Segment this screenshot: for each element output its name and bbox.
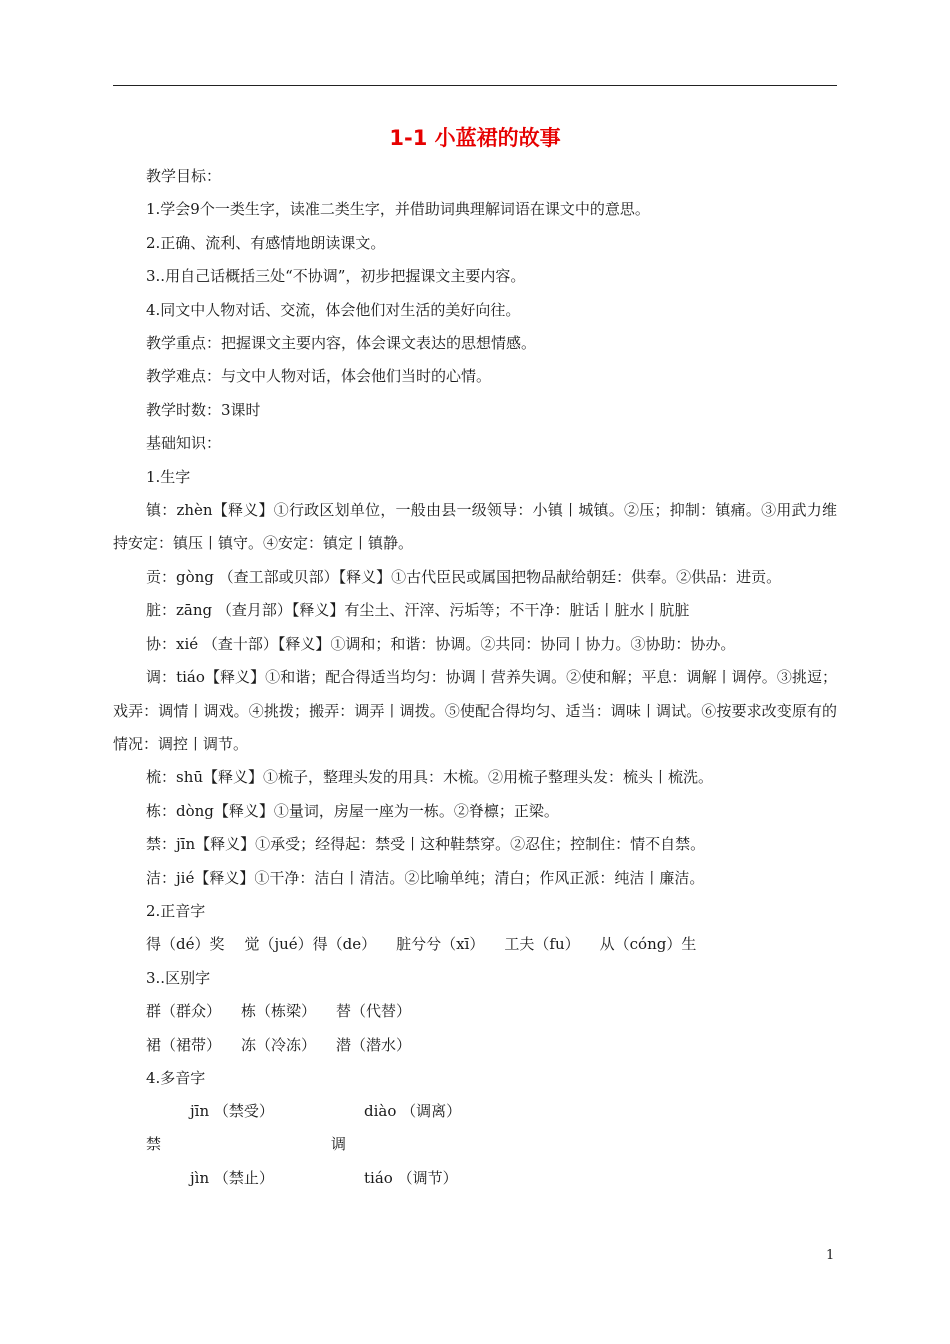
pron-item: 从（cóng）生	[599, 935, 697, 954]
polyphonic-heading: 4.多音字	[146, 1068, 206, 1087]
distinguish-item: 替（代替）	[336, 1002, 412, 1021]
correct-pron-row	[113, 928, 837, 961]
objective-3: 3..用自己话概括三处“不协调”，初步把握课文主要内容。	[146, 267, 526, 286]
difficulties: 教学难点：与文中人物对话，体会他们当时的心情。	[146, 367, 492, 386]
jin-char: 禁	[146, 1135, 162, 1154]
distinguish-item: 裙（裙带）	[146, 1035, 222, 1054]
char-entry-shu: 梳：shū【释义】①梳子，整理头发的用具：木梳。②用梳子整理头发：梳头丨梳洗。	[146, 768, 714, 787]
jin4-reading: jìn （禁止）	[190, 1169, 274, 1188]
document-body	[113, 160, 837, 1195]
tiao-reading: tiáo （调节）	[364, 1169, 458, 1188]
distinguish-item: 栋（栋梁）	[241, 1002, 317, 1021]
class-hours: 教学时数：3课时	[146, 400, 261, 419]
distinguish-item: 冻（冷冻）	[241, 1035, 317, 1054]
char-entry-zang: 脏：zāng （查月部）【释义】有尘土、汗滓、污垢等；不干净：脏话丨脏水丨肮脏	[146, 601, 690, 620]
pron-item: 工夫（fu）	[504, 935, 580, 954]
distinguish-row-1	[113, 995, 837, 1028]
key-points: 教学重点：把握课文主要内容，体会课文表达的思想情感。	[146, 334, 537, 353]
jin1-reading: jīn （禁受）	[190, 1102, 274, 1121]
page-number: 1	[826, 1248, 835, 1263]
distinguish-item: 群（群众）	[146, 1002, 222, 1021]
diao-reading: diào （调离）	[364, 1102, 462, 1121]
distinguish-row-2	[113, 1029, 837, 1062]
char-entry-jie: 洁：jié【释义】①干净：洁白丨清洁。②比喻单纯；清白；作风正派：纯洁丨廉洁。	[146, 868, 705, 887]
header-rule	[113, 85, 837, 86]
char-entry-dong: 栋：dòng【释义】①量词，房屋一座为一栋。②脊檩；正梁。	[146, 801, 559, 820]
char-entry-xie: 协：xié （查十部）【释义】①调和；和谐：协调。②共同：协同丨协力。③协助：协办。	[146, 634, 736, 653]
document-title: 1-1 小蓝裙的故事	[389, 126, 561, 150]
char-entry-zhen: 镇：zhèn【释义】①行政区划单位，一般由县一级领导：小镇丨城镇。②压；抑制：镇痛。③用武力维持安定：镇压丨镇守。④安定：镇定丨镇静。	[113, 501, 837, 553]
pron-item: 得（dé）奖	[146, 935, 225, 954]
char-entry-gong: 贡：gòng （查工部或贝部）【释义】①古代臣民或属国把物品献给朝廷：供奉。②供品：进贡。	[146, 567, 782, 586]
char-entry-jin: 禁：jīn【释义】①承受；经得起：禁受丨这种鞋禁穿。②忍住；控制住：情不自禁。	[146, 835, 706, 854]
pron-item: 觉（jué）得（de）	[244, 935, 377, 954]
objective-1: 1.学会9个一类生字，读准二类生字，并借助词典理解词语在课文中的意思。	[146, 200, 650, 219]
objective-2: 2.正确、流利、有感情地朗读课文。	[146, 233, 386, 252]
basic-knowledge-heading: 基础知识：	[146, 434, 222, 453]
new-chars-heading: 1.生字	[146, 467, 191, 486]
polyphonic-diagram	[113, 1095, 837, 1195]
distinguish-item: 潜（潜水）	[336, 1035, 412, 1054]
pron-item: 脏兮兮（xī）	[396, 935, 485, 954]
objectives-heading: 教学目标：	[146, 167, 222, 185]
distinguish-heading: 3..区别字	[146, 968, 211, 987]
diao-char: 调	[331, 1135, 347, 1154]
correct-pron-heading: 2.正音字	[146, 901, 206, 920]
char-entry-tiao: 调：tiáo【释义】①和谐；配合得适当均匀：协调丨营养失调。②使和解；平息：调解丨调停。③挑逗；戏弄：调情丨调戏。④挑拨；搬弄：调弄丨调拨。⑤使配合得均匀、适当：调味丨调试。⑥按要求改变原有的情况：调控丨调节。	[113, 668, 837, 753]
objective-4: 4.同文中人物对话、交流，体会他们对生活的美好向往。	[146, 300, 521, 319]
